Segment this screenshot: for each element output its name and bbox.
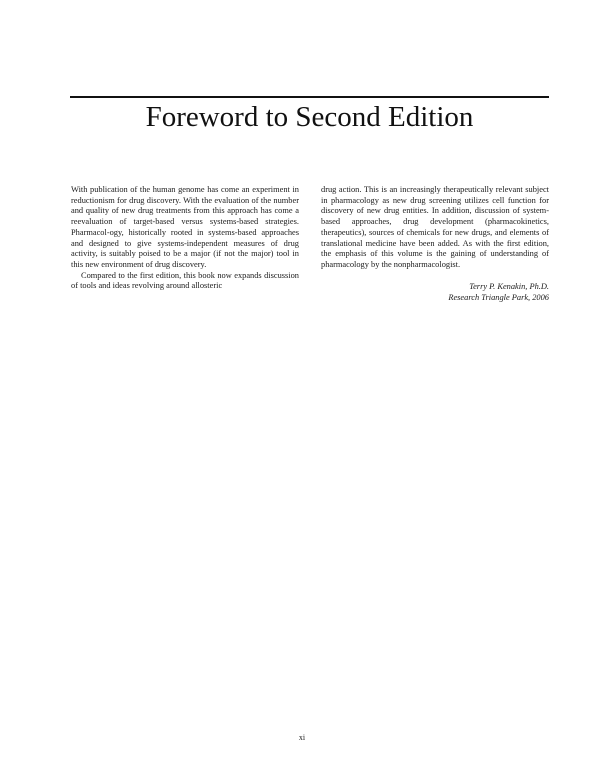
signature-place-year: Research Triangle Park, 2006 — [448, 292, 549, 302]
right-column — [321, 185, 549, 303]
left-column — [71, 185, 299, 292]
page-title: Foreword to Second Edition — [145, 101, 474, 133]
page-number: xi — [298, 733, 306, 742]
paragraph-2: Compared to the first edition, this book now expands discussion of tools and ideas revolving around allosteric — [71, 270, 299, 291]
paragraph-2-continued: drug action. This is an increasingly therapeutically relevant subject in pharmacology as new drug screening utilizes cell function for discovery of new drug entities. In addition, discussion of system-based approaches, drug development (pharmacokinetics, therapeutics), sources of chemicals for new drugs, and elements of translational medicine have been added. As with the first edition, the emphasis of this volume is the gaining of understanding of pharmacology by the nonpharmacologist. — [321, 185, 549, 269]
signature-author: Terry P. Kenakin, Ph.D. — [469, 281, 549, 291]
paragraph-1: With publication of the human genome has come an experiment in reductionism for drug discovery. With the evaluation of the number and quality of new drug treatments from this approach has come a reevaluation of target-based versus systems-based strategies. Pharmacol-ogy, historically rooted in systems-based approaches and designed to give systems-independent measures of drug activity, is suitably poised to be a major (if not the major) tool in this new environment of drug discovery. — [71, 185, 299, 269]
signature-block — [321, 281, 549, 303]
